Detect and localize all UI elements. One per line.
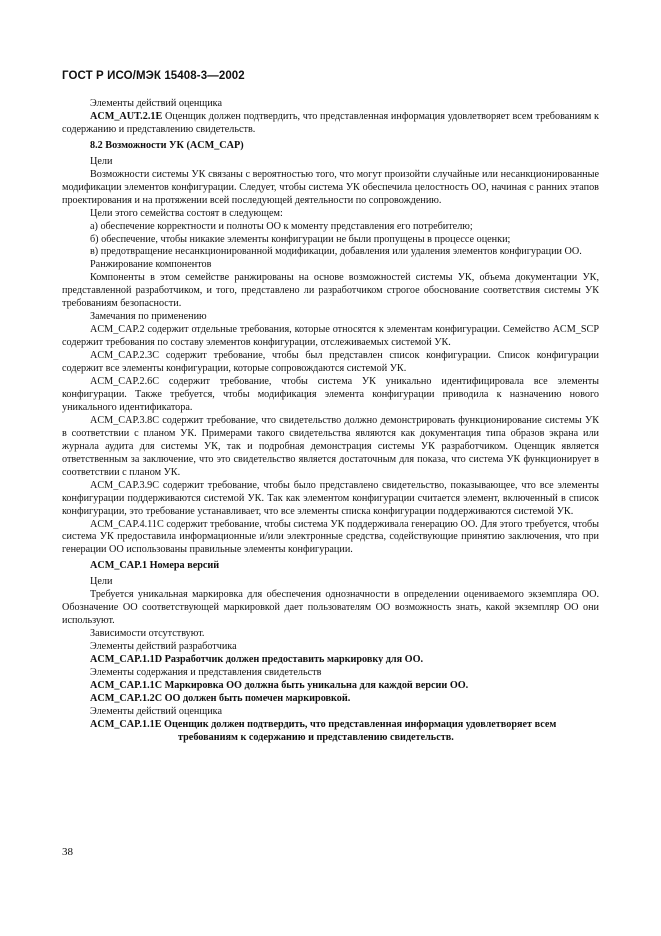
body-paragraph: ACM_CAP.2 содержит отдельные требования, которые относятся к элементам конфигурации. Семейство ACM_SCP содержит требования по составу элементов конфигурации, отслеживаемых системой УК. xyxy=(62,324,599,349)
section-heading: ACM_CAP.1 Номера версий xyxy=(90,560,220,572)
subsection-label: Элементы содержания и представления свидетельств xyxy=(90,666,322,678)
body-paragraph: ACM_CAP.3.8C содержит требование, что свидетельство должно демонстрировать функционирование системы УК в соответствии с планом УК. Примерами такого свидетельства являются как документация типа образов экрана или журнала аудита для системы УК, так и подробная демонстрация системы УК разработчиком. Оценщик является ответственным за заключение, что это свидетельство является достаточным для показа, что система УК функционирует в соответствии с планом УК. xyxy=(62,414,599,478)
requirement-text: Оценщик должен подтвердить, что представленная информация удовлетворяет всем требованиям к содержанию и представлению свидетельств. xyxy=(62,110,599,135)
requirement-paragraph xyxy=(62,111,599,137)
body-paragraph: ACM_CAP.3.9C содержит требование, чтобы было представлено свидетельство, показывающее, что все элементы конфигурации поддерживаются системой УК. Так как элементом конфигурации считается элемент, включенный в список конфигурации, это требование устанавливает, что все элементы списка конфигурации поддерживаются системой УК. xyxy=(62,479,599,517)
body-paragraph: Зависимости отсутствуют. xyxy=(90,628,205,640)
body-paragraph: Цели этого семейства состоят в следующем: xyxy=(90,207,283,219)
requirement-code: ACM_AUT.2.1E xyxy=(90,110,163,122)
requirement-element: ACM_CAP.1.2C ОО должен быть помечен маркировкой. xyxy=(90,692,351,704)
requirement-element: ACM_CAP.1.1E Оценщик должен подтвердить, что представленная информация удовлетворяет всем требованиям к содержанию и представлению свидетельств. xyxy=(90,718,557,743)
requirement-element: ACM_CAP.1.1D Разработчик должен предоставить маркировку для ОО. xyxy=(90,654,424,666)
section-label: Элементы действий оценщика xyxy=(90,98,222,109)
body-paragraph: Возможности системы УК связаны с вероятностью того, что могут произойти случайные или несанкционированные модификации элементов конфигурации. Следует, чтобы система УК обеспечила целостность ОО, начиная с ранних этапов проектирования и на протяжении всей последующей деятельности по сопровождению. xyxy=(62,168,599,206)
subsection-label: Элементы действий разработчика xyxy=(90,641,237,653)
list-item: б) обеспечение, чтобы никакие элементы конфигурации не были пропущены в процессе оценки; xyxy=(90,233,511,245)
body-paragraph: Требуется уникальная маркировка для обеспечения однозначности в определении оцениваемого экземпляра ОО. Обозначение ОО соответствующей маркировкой дает пользователям ОО возможность знать, какой экземпляр ОО они используют. xyxy=(62,589,599,627)
document-header: ГОСТ Р ИСО/МЭК 15408-3—2002 xyxy=(62,70,245,82)
list-item: а) обеспечение корректности и полноты ОО к моменту представления его потребителю; xyxy=(90,220,473,232)
list-item: в) предотвращение несанкционированной модификации, добавления или удаления элементов конфигурации ОО. xyxy=(90,246,582,258)
subsection-label: Цели xyxy=(90,576,113,588)
body-paragraph: ACM_CAP.2.6C содержит требование, чтобы система УК уникально идентифицировала все элементы конфигурации. Также требуется, чтобы модификация элемента конфигурации приводила к назначению нового уникального идентификатора. xyxy=(62,376,599,413)
section-heading: 8.2 Возможности УК (ACM_CAP) xyxy=(90,139,244,151)
body-paragraph: ACM_CAP.2.3C содержит требование, чтобы был представлен список конфигурации. Список конфигурации содержит все элементы конфигурации, которые сопровождаются системой УК. xyxy=(62,350,599,375)
subsection-label: Замечания по применению xyxy=(90,311,207,323)
subsection-label: Цели xyxy=(90,155,113,167)
document-body xyxy=(62,98,599,745)
page-number: 38 xyxy=(62,846,73,858)
body-paragraph: Компоненты в этом семействе ранжированы на основе возможностей системы УК, объема документации УК, представленной разработчиком, и того, представлено ли разработчиком строгое обоснование соответствия системы УК требованиям безопасности. xyxy=(62,272,599,310)
body-paragraph: ACM_CAP.4.11C содержит требование, чтобы система УК поддерживала генерацию ОО. Для этого требуется, чтобы система УК предоставила информационные и/или электронные средства, содействующие принятию заключения, что при генерации ОО использованы правильные элементы конфигурации. xyxy=(62,518,599,556)
subsection-label: Ранжирование компонентов xyxy=(90,259,212,271)
requirement-element: ACM_CAP.1.1C Маркировка ОО должна быть уникальна для каждой версии ОО. xyxy=(90,679,469,691)
subsection-label: Элементы действий оценщика xyxy=(90,705,222,717)
